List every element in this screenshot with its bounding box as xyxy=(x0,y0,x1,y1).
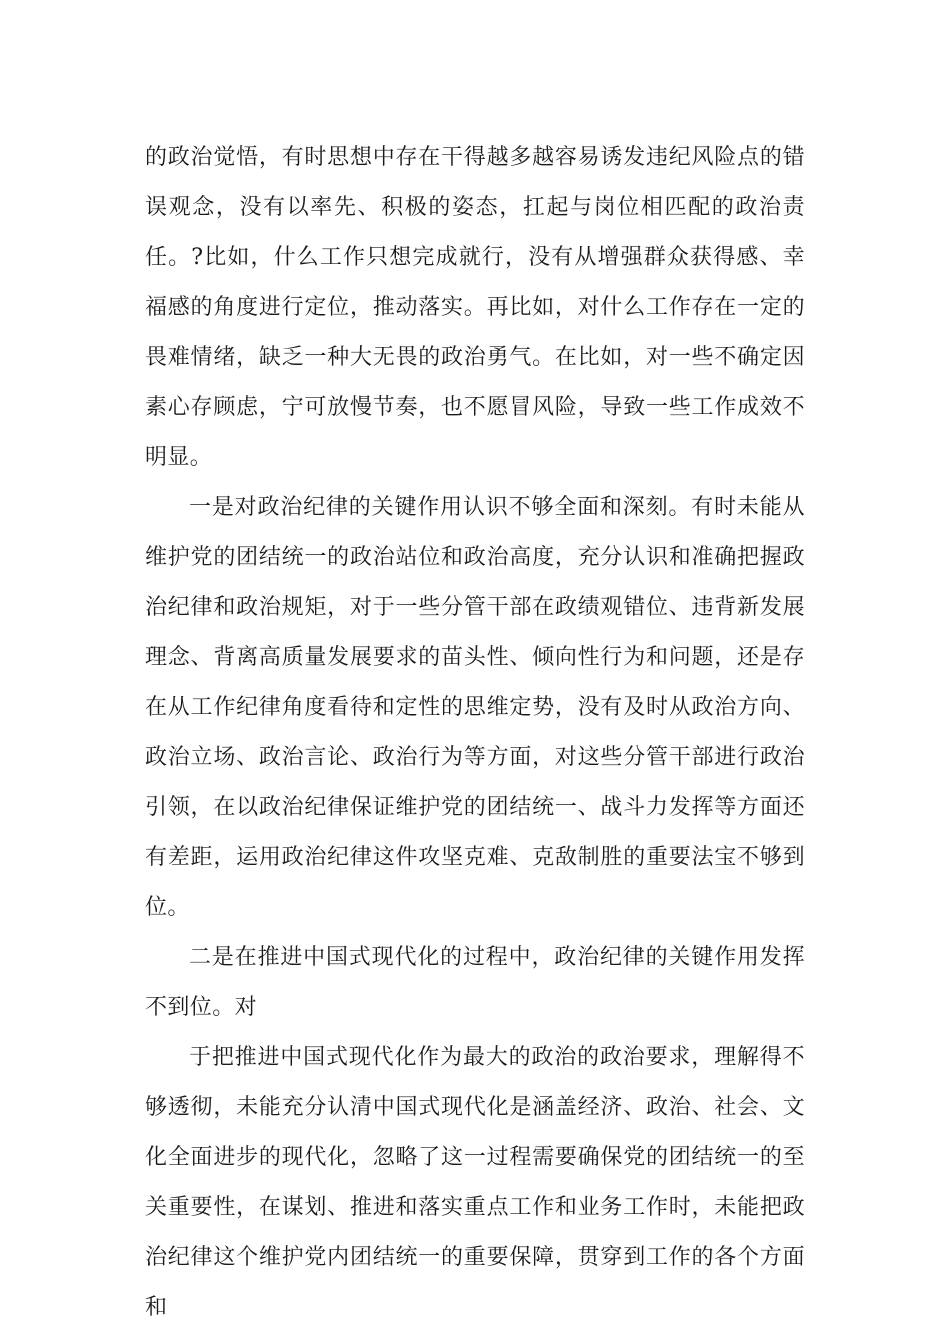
paragraph-point-two: 二是在推进中国式现代化的过程中，政治纪律的关键作用发挥不到位。对 xyxy=(145,945,805,1020)
paragraph-point-one: 一是对政治纪律的关键作用认识不够全面和深刻。有时未能从维护党的团结统一的政治站位和政治高度，充分认识和准确把握政治纪律和政治规矩，对于一些分管干部在政绩观错位、违背新发展理念、背离高质量发展要求的苗头性、倾向性行为和问题，还是存在从工作纪律角度看待和定性的思维定势，没有及时从政治方向、政治立场、政治言论、政治行为等方面，对这些分管干部进行政治引领，在以政治纪律保证维护党的团结统一、战斗力发挥等方面还有差距，运用政治纪律这件攻坚克难、克敌制胜的重要法宝不够到位。 xyxy=(145,495,805,920)
paragraph-point-two-continued: 于把推进中国式现代化作为最大的政治的政治要求，理解得不够透彻，未能充分认清中国式现代化是涵盖经济、政治、社会、文化全面进步的现代化，忽略了这一过程需要确保党的团结统一的至关重要性，在谋划、推进和落实重点工作和业务工作时，未能把政治纪律这个维护党内团结统一的重要保障，贯穿到工作的各个方面和 xyxy=(145,1045,805,1320)
paragraph-political-awareness: 的政治觉悟，有时思想中存在干得越多越容易诱发违纪风险点的错误观念，没有以率先、积极的姿态，扛起与岗位相匹配的政治责任。?比如，什么工作只想完成就行，没有从增强群众获得感、幸福感的角度进行定位，推动落实。再比如，对什么工作存在一定的畏难情绪，缺乏一种大无畏的政治勇气。在比如，对一些不确定因素心存顾虑，宁可放慢节奏，也不愿冒风险，导致一些工作成效不明显。 xyxy=(145,145,805,470)
document-body xyxy=(145,133,805,1333)
